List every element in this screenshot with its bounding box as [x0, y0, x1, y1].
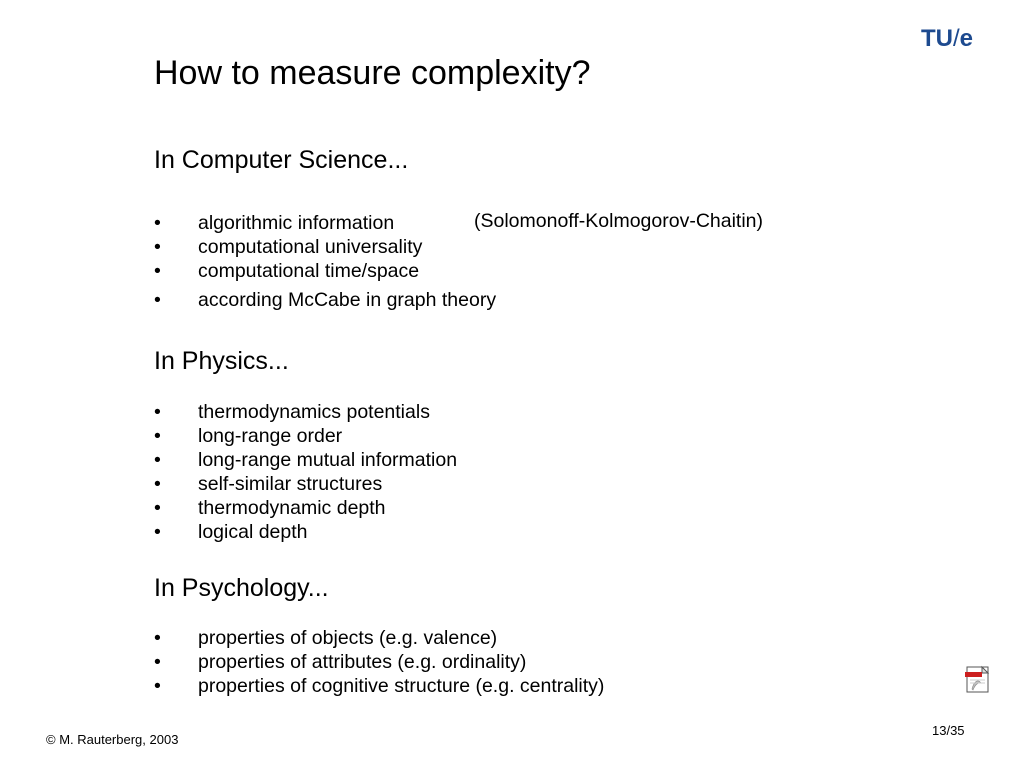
bullet-icon: • [154, 497, 161, 519]
bullet-icon: • [154, 260, 161, 282]
bullet-icon: • [154, 401, 161, 423]
bullet-icon: • [154, 675, 161, 697]
tue-logo: TU/e [921, 25, 974, 52]
section-heading-psychology: In Psychology... [154, 574, 329, 602]
bullet-icon: • [154, 425, 161, 447]
bullet-icon: • [154, 289, 161, 311]
bullet-icon: • [154, 212, 161, 234]
bullet-icon: • [154, 627, 161, 649]
copyright-notice: © M. Rauterberg, 2003 [46, 732, 179, 747]
bullet-icon: • [154, 236, 161, 258]
bullet-icon: • [154, 473, 161, 495]
bullet-icon: • [154, 449, 161, 471]
bullet-icon: • [154, 651, 161, 673]
pdf-document-icon[interactable] [964, 665, 990, 693]
section-heading-computer-science: In Computer Science... [154, 146, 409, 174]
slide-title: How to measure complexity? [154, 54, 591, 92]
page-number: 13/35 [932, 723, 965, 738]
algorithmic-information-annotation: (Solomonoff-Kolmogorov-Chaitin) [474, 210, 764, 232]
section-heading-physics: In Physics... [154, 347, 289, 375]
bullet-icon: • [154, 521, 161, 543]
